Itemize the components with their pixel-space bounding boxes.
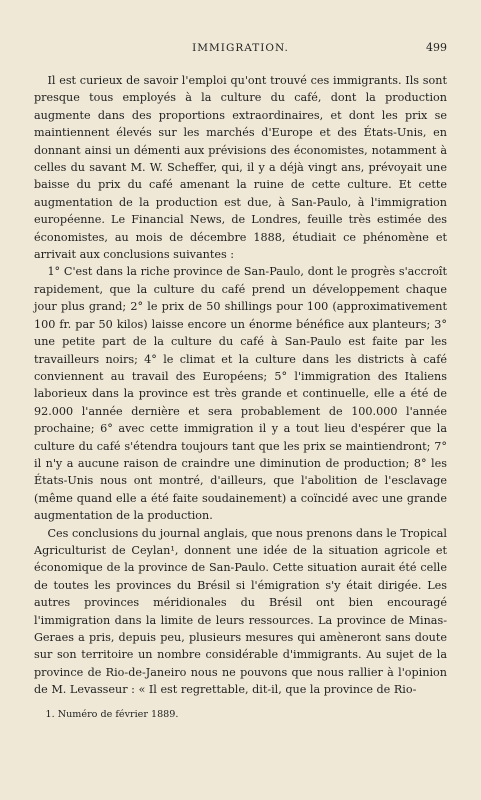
running-title: IMMIGRATION. [192, 42, 289, 54]
page-number: 499 [426, 41, 447, 54]
body-text [34, 72, 447, 699]
footnote: 1. Numéro de février 1889. [45, 709, 179, 720]
paragraph-provinces: Ces conclusions du journal anglais, que nous prenons dans le Tropical Agriculturist de Ceylan¹, donnent une idée de la situation agricole et économique de la province de San-Paulo. Cette situation aurait été celle de toutes les provinces du Brésil si l'émigration s'y était dirigée. Les autres provinces méridionales du Brésil ont bien encouragé l'immigration dans la limite de leurs ressources. La province de Minas-Geraes a pris, depuis peu, plusieurs mesures qui amèneront sans doute sur son territoire un nombre considérable d'immigrants. Au sujet de la province de Rio-de-Janeiro nous ne pouvons que nous rallier à l'opinion de M. Levasseur : « Il est regrettable, dit-il, que la province de Rio- [34, 526, 447, 697]
paragraph-coffee-immigrants: Il est curieux de savoir l'emploi qu'ont trouvé ces immigrants. Ils sont presque tous employés à la culture du café, dont la production augmente dans des proportions extraordinaires, et dont les prix se maintiennent élevés sur les marchés d'Europe et des États-Unis, en donnant ainsi un démenti aux prévisions des économistes, notamment à celles du savant M. W. Scheffer, qui, il y a déjà vingt ans, prévoyait une baisse du prix du café amenant la ruine de cette culture. Et cette augmentation de la production est due, à San-Paulo, à l'immigration européenne. Le Financial News, de Londres, feuille très estimée des économistes, au mois de décembre 1888, étudiait ce phénomène et arrivait aux conclusions suivantes : [34, 74, 447, 262]
page-header [34, 42, 447, 60]
paragraph-conclusions-list: 1° C'est dans la riche province de San-Paulo, dont le progrès s'accroît rapidement, que la culture du café prend un développement chaque jour plus grand; 2° le prix de 50 shillings pour 100 (approximativement 100 fr. par 50 kilos) laisse encore un énorme bénéfice aux planteurs; 3° une petite part de la culture du café à San-Paulo est faite par les travailleurs noirs; 4° le climat et la culture dans les districts à café conviennent au travail des Européens; 5° l'immigration des Italiens laborieux dans la province est très grande et continuelle, elle a été de 92.000 l'année dernière et sera probablement de 100.000 l'année prochaine; 6° avec cette immigration il y a tout lieu d'espérer que la culture du café s'étendra toujours tant que les prix se maintiendront; 7° il n'y a aucune raison de craindre une diminution de production; 8° les États-Unis nous ont montré, d'ailleurs, que l'abolition de l'esclavage (même quand elle a été faite soudainement) a coïncidé avec une grande augmentation de la production. [34, 265, 447, 523]
